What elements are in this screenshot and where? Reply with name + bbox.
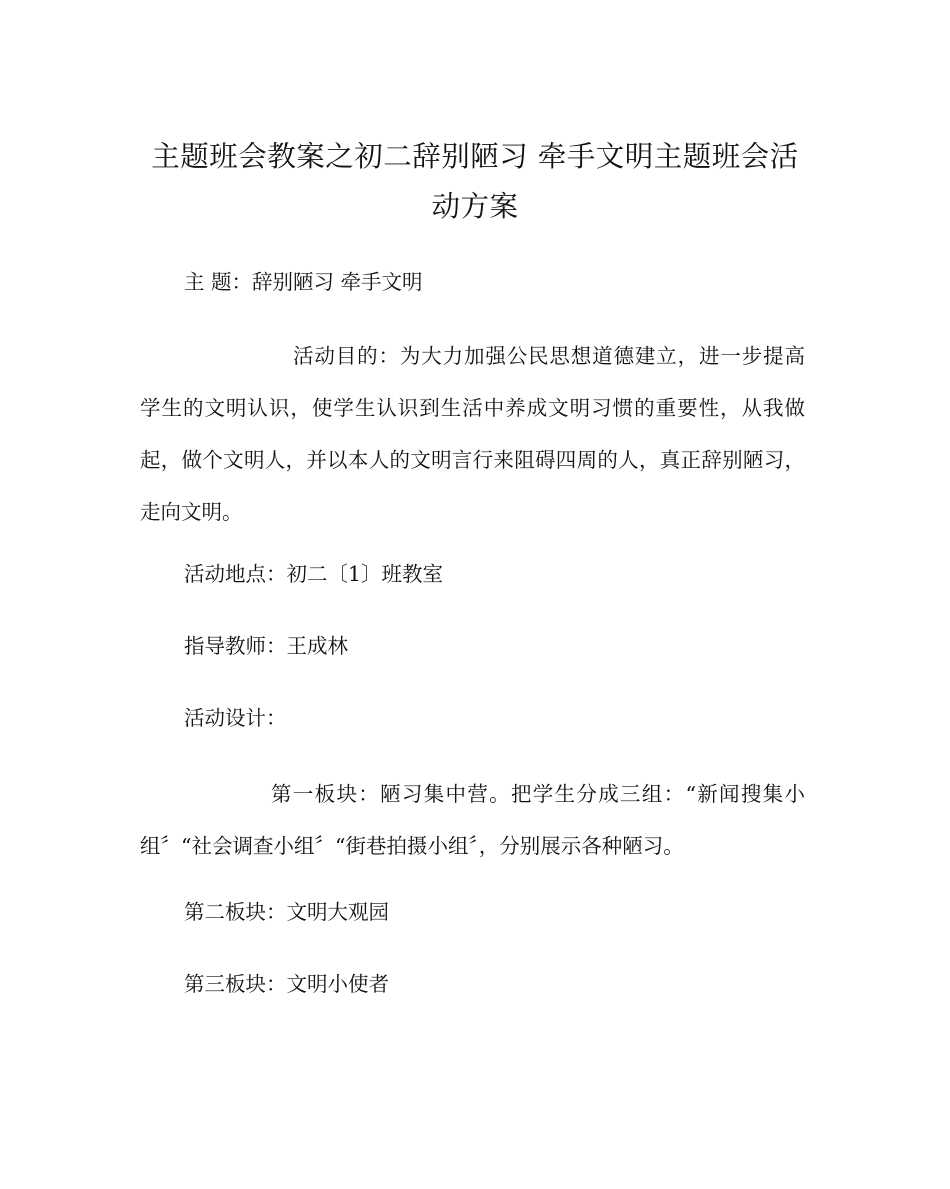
paragraph-block-3: 第三板块：文明小使者 [184, 972, 389, 996]
document-title: 主题班会教案之初二辞别陋习 牵手文明主题班会活动方案 [151, 140, 799, 223]
paragraph-place: 活动地点：初二〔1〕班教室 [184, 562, 444, 586]
paragraph-block-2: 第二板块：文明大观园 [184, 900, 389, 924]
paragraph-teacher: 指导教师：王成林 [184, 634, 348, 658]
paragraph-block-1: 第一板块：陋习集中营。把学生分成三组：“新闻搜集小组〞“社会调查小组〞“街巷拍摄小组〞，分别展示各种陋习。 [140, 782, 805, 858]
paragraph-design: 活动设计： [184, 706, 287, 730]
paragraph-subject: 主 题：辞别陋习 牵手文明 [184, 270, 423, 294]
paragraph-purpose: 活动目的：为大力加强公民思想道德建立，进一步提高学生的文明认识，使学生认识到生活中养成文明习惯的重要性，从我做起，做个文明人，并以本人的文明言行来阻碍四周的人，真正辞别陋习，走向文明。 [140, 344, 805, 524]
